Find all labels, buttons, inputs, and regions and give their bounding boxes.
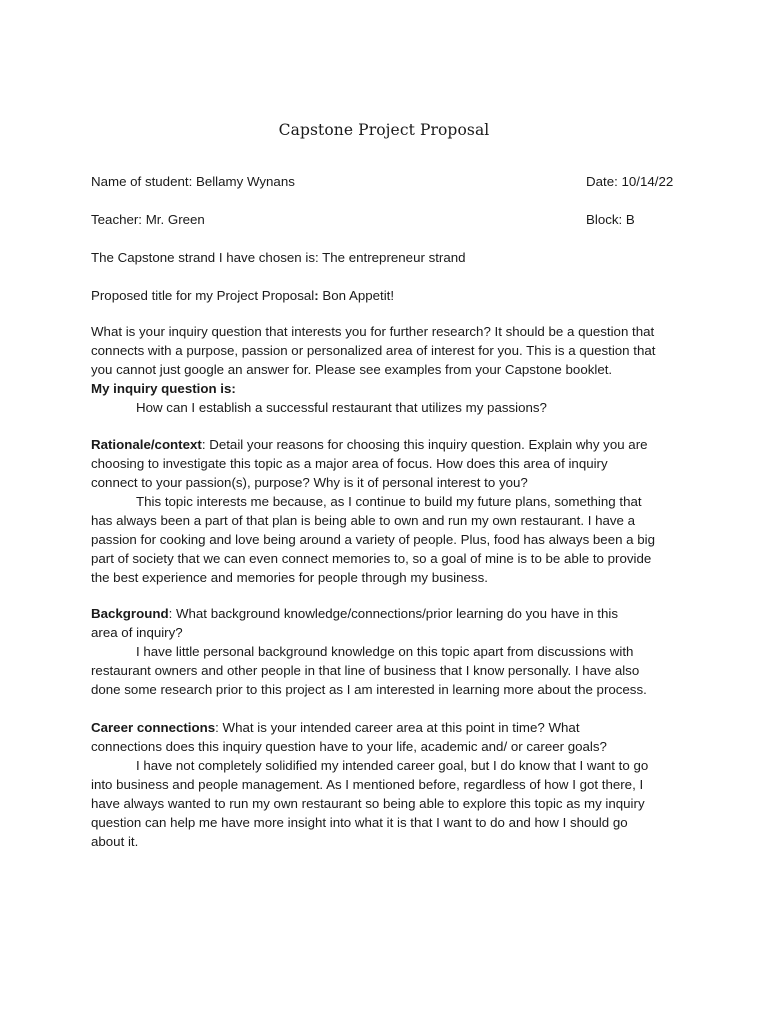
career-heading: Career connections (91, 720, 216, 735)
document-title: Capstone Project Proposal (278, 121, 490, 139)
career-answer-line: into business and people management. As I mentioned before, regardless of how I got there, I (91, 777, 644, 792)
rationale-answer-line: part of society that we can even connect memories to, so a goal of mine is to be able to provide (91, 551, 652, 566)
rationale-answer-line: the best experience and memories for people through my business. (91, 570, 488, 585)
date-value: 10/14/22 (621, 174, 674, 189)
block-label: Block: (586, 212, 623, 227)
career-prompt-line (91, 718, 683, 737)
rationale-prompt-text: : Detail your reasons for choosing this inquiry question. Explain why you are (201, 437, 648, 452)
rationale-section (91, 435, 683, 587)
teacher-value: Mr. Green (145, 212, 205, 227)
background-prompt-line (91, 604, 683, 623)
inquiry-prompt-line: connects with a purpose, passion or personalized area of interest for you. This is a question that (91, 343, 656, 358)
strand-line (91, 248, 466, 267)
background-section (91, 604, 683, 699)
career-answer-line: have always wanted to run my own restaurant so being able to explore this topic as my inquiry (91, 796, 645, 811)
career-prompt-line: connections does this inquiry question have to your life, academic and/ or career goals? (91, 739, 607, 754)
block-value: B (625, 212, 635, 227)
career-section (91, 718, 683, 851)
student-value: Bellamy Wynans (195, 174, 295, 189)
proposed-title-value: Bon Appetit! (322, 288, 395, 303)
rationale-answer-line: has always been a part of that plan is being able to own and run my own restaurant. I have a (91, 513, 636, 528)
block-line (586, 210, 635, 229)
background-answer-line: done some research prior to this project as I am interested in learning more about the process. (91, 682, 647, 697)
inquiry-prompt-line: What is your inquiry question that interests you for further research? It should be a question that (91, 324, 655, 339)
teacher-label: Teacher: (91, 212, 142, 227)
student-label: Name of student: (91, 174, 193, 189)
background-answer-line: I have little personal background knowledge on this topic apart from discussions with (136, 644, 634, 659)
rationale-prompt-line (91, 435, 683, 454)
rationale-answer-line: passion for cooking and love being around a variety of people. Plus, food has always been a big (91, 532, 656, 547)
career-answer-line: question can help me have more insight into what it is that I want to do and how I should go (91, 815, 628, 830)
inquiry-heading: My inquiry question is: (91, 381, 236, 396)
career-answer-line: about it. (91, 834, 139, 849)
rationale-answer-line: This topic interests me because, as I continue to build my future plans, something that (136, 494, 642, 509)
teacher-line (91, 210, 205, 229)
background-heading: Background (91, 606, 169, 621)
inquiry-prompt-line: you cannot just google an answer for. Please see examples from your Capstone booklet. (91, 362, 613, 377)
proposed-title-colon: : (314, 288, 319, 303)
student-name-line (91, 172, 295, 191)
rationale-heading: Rationale/context (91, 437, 202, 452)
rationale-prompt-line: choosing to investigate this topic as a major area of focus. How does this area of inquiry (91, 456, 608, 471)
proposed-title-line (91, 286, 394, 305)
background-answer-line: restaurant owners and other people in that line of business that I know personally. I have also (91, 663, 640, 678)
background-prompt-line: area of inquiry? (91, 625, 183, 640)
proposed-title-label: Proposed title for my Project Proposal (91, 288, 315, 303)
strand-value: The entrepreneur strand (322, 250, 466, 265)
career-answer-line: I have not completely solidified my intended career goal, but I do know that I want to go (136, 758, 649, 773)
inquiry-answer: How can I establish a successful restaurant that utilizes my passions? (136, 400, 547, 415)
date-line (586, 172, 673, 191)
date-label: Date: (586, 174, 618, 189)
rationale-prompt-line: connect to your passion(s), purpose? Why is it of personal interest to you? (91, 475, 528, 490)
career-prompt-text: : What is your intended career area at this point in time? What (215, 720, 580, 735)
strand-label: The Capstone strand I have chosen is: (91, 250, 319, 265)
inquiry-prompt (91, 322, 683, 417)
background-prompt-text: : What background knowledge/connections/prior learning do you have in this (168, 606, 618, 621)
